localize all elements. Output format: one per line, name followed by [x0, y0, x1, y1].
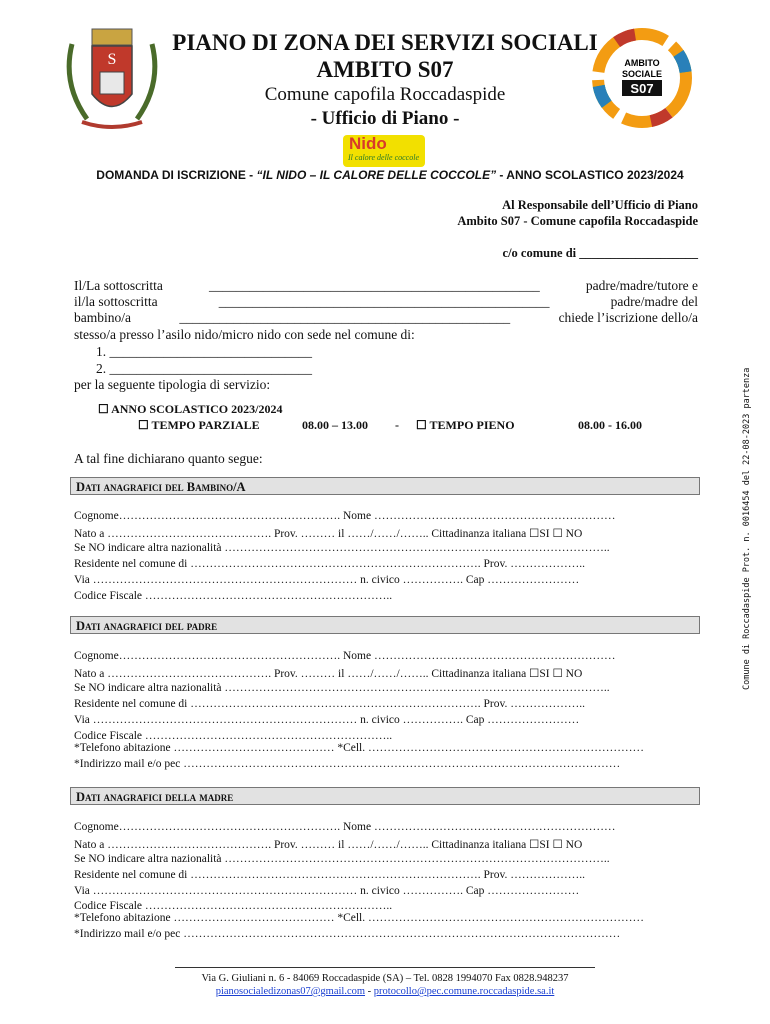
form-title: DOMANDA DI ISCRIZIONE - “IL NIDO – IL CALORE DELLE COCCOLE” - ANNO SCOLASTICO 2023/2024 — [96, 168, 684, 182]
email-link-piano-sociale[interactable]: pianosocialedizonas07@gmail.com — [215, 986, 366, 997]
nido-logo: Nido Il calore delle coccole — [343, 135, 425, 167]
header-title: PIANO DI ZONA DEI SERVIZI SOCIALI — [172, 30, 598, 55]
section-heading-madre: Dati anagrafici della madre — [70, 787, 700, 805]
tempo-pieno-checkbox[interactable]: ☐ TEMPO PIENO — [416, 418, 515, 432]
tempo-parziale-orario: 08.00 – 13.00 — [302, 418, 368, 432]
madre-nazionalita[interactable]: Se NO indicare altra nazionalità ……………………………………………………………………………………….. — [74, 853, 610, 865]
svg-text:SOCIALE: SOCIALE — [621, 69, 663, 79]
header-comune: Comune capofila Roccadaspide — [264, 84, 506, 105]
recipient-line-1: Al Responsabile dell’Ufficio di Piano — [502, 198, 698, 212]
protocol-stamp: Comune di Roccadaspide Prot. n. 0016454 del 22-08-2023 partenza — [742, 367, 752, 690]
email-link-protocollo[interactable]: protocollo@pec.comune.roccadaspide.sa.it — [373, 986, 555, 997]
padre-email[interactable]: *Indirizzo mail e/o pec …………………………………………………………………………………………………… — [74, 758, 621, 770]
padre-cognome-nome[interactable]: Cognome…………………………………………………. Nome ……………………………………………………… — [74, 650, 616, 662]
madre-cognome-nome[interactable]: Cognome…………………………………………………. Nome ……………………………………………………… — [74, 821, 616, 833]
footer-divider — [175, 967, 595, 968]
anno-scolastico-checkbox[interactable]: ☐ ANNO SCOLASTICO 2023/2024 — [98, 402, 283, 416]
madre-nascita[interactable]: Nato a ……………………………………. Prov. ……… il ……/……/…….. Cittadinanza italiana ☐SI ☐ NO — [74, 839, 583, 851]
madre-codice-fiscale[interactable]: Codice Fiscale ……………………………………………………….. — [74, 900, 393, 912]
recipient-comune: c/o comune di ___________________ — [502, 246, 698, 260]
madre-residenza[interactable]: Residente nel comune di …………………………………………………………………. Prov. ……………….. — [74, 869, 585, 881]
intro-line-1: Il/La sottoscritta _________________________________________________ padre/madre/tutore e — [74, 278, 698, 293]
recipient-line-2: Ambito S07 - Comune capofila Roccadaspide — [457, 214, 698, 228]
intro-line-3: bambino/a _________________________________________________ chiede l’iscrizione dello/a — [74, 310, 698, 325]
svg-text:S07: S07 — [630, 81, 654, 96]
intro-line-5: per la seguente tipologia di servizio: — [74, 377, 271, 392]
comune-option-1[interactable]: 1. ______________________________ — [96, 344, 312, 359]
comune-option-2[interactable]: 2. ______________________________ — [96, 361, 312, 376]
madre-indirizzo[interactable]: Via …………………………………………………………… n. civico ……………. Cap …………………… — [74, 885, 580, 897]
servizio-separator: - — [395, 418, 399, 432]
bambino-nascita[interactable]: Nato a ……………………………………. Prov. ……… il ……/……/…….. Cittadinanza italiana ☐SI ☐ NO — [74, 528, 583, 540]
header-ambito: AMBITO S07 — [316, 57, 454, 82]
padre-codice-fiscale[interactable]: Codice Fiscale ……………………………………………………….. — [74, 730, 393, 742]
padre-residenza[interactable]: Residente nel comune di …………………………………………………………………. Prov. ……………….. — [74, 698, 585, 710]
padre-telefono[interactable]: *Telefono abitazione …………………………………… *Cell. ……………………………………………………………… — [74, 742, 644, 754]
bambino-codice-fiscale[interactable]: Codice Fiscale ……………………………………………………….. — [74, 590, 393, 602]
padre-nascita[interactable]: Nato a ……………………………………. Prov. ……… il ……/……/…….. Cittadinanza italiana ☐SI ☐ NO — [74, 668, 583, 680]
section-heading-padre: Dati anagrafici del padre — [70, 616, 700, 634]
header-ufficio: - Ufficio di Piano - — [310, 108, 460, 129]
bambino-cognome-nome[interactable]: Cognome…………………………………………………. Nome ……………………………………………………… — [74, 510, 616, 522]
bambino-indirizzo[interactable]: Via …………………………………………………………… n. civico ……………. Cap …………………… — [74, 574, 580, 586]
madre-email[interactable]: *Indirizzo mail e/o pec …………………………………………………………………………………………………… — [74, 928, 621, 940]
padre-nazionalita[interactable]: Se NO indicare altra nazionalità ……………………………………………………………………………………….. — [74, 682, 610, 694]
intro-line-4: stesso/a presso l’asilo nido/micro nido con sede nel comune di: — [74, 327, 415, 342]
intro-line-2: il/la sottoscritta _________________________________________________ padre/madre del — [74, 294, 698, 309]
madre-telefono[interactable]: *Telefono abitazione …………………………………… *Cell. ……………………………………………………………… — [74, 912, 644, 924]
svg-text:AMBITO: AMBITO — [624, 58, 660, 68]
tempo-pieno-orario: 08.00 - 16.00 — [578, 418, 642, 432]
svg-text:S: S — [107, 51, 117, 68]
tempo-parziale-checkbox[interactable]: ☐ TEMPO PARZIALE — [138, 418, 260, 432]
padre-indirizzo[interactable]: Via …………………………………………………………… n. civico ……………. Cap …………………… — [74, 714, 580, 726]
bambino-residenza[interactable]: Residente nel comune di …………………………………………………………………. Prov. ……………….. — [74, 558, 585, 570]
municipal-crest-logo — [62, 24, 162, 134]
section-heading-bambino: Dati anagrafici del Bambino/A — [70, 477, 700, 495]
footer-contacts: pianosocialedizonas07@gmail.com - protocollo@pec.comune.roccadaspide.sa.it — [215, 986, 555, 997]
footer-address: Via G. Giuliani n. 6 - 84069 Roccadaspide (SA) – Tel. 0828 1994070 Fax 0828.948237 — [201, 973, 569, 984]
dichiarano-text: A tal fine dichiarano quanto segue: — [74, 451, 263, 466]
bambino-nazionalita[interactable]: Se NO indicare altra nazionalità ……………………………………………………………………………………….. — [74, 542, 610, 554]
